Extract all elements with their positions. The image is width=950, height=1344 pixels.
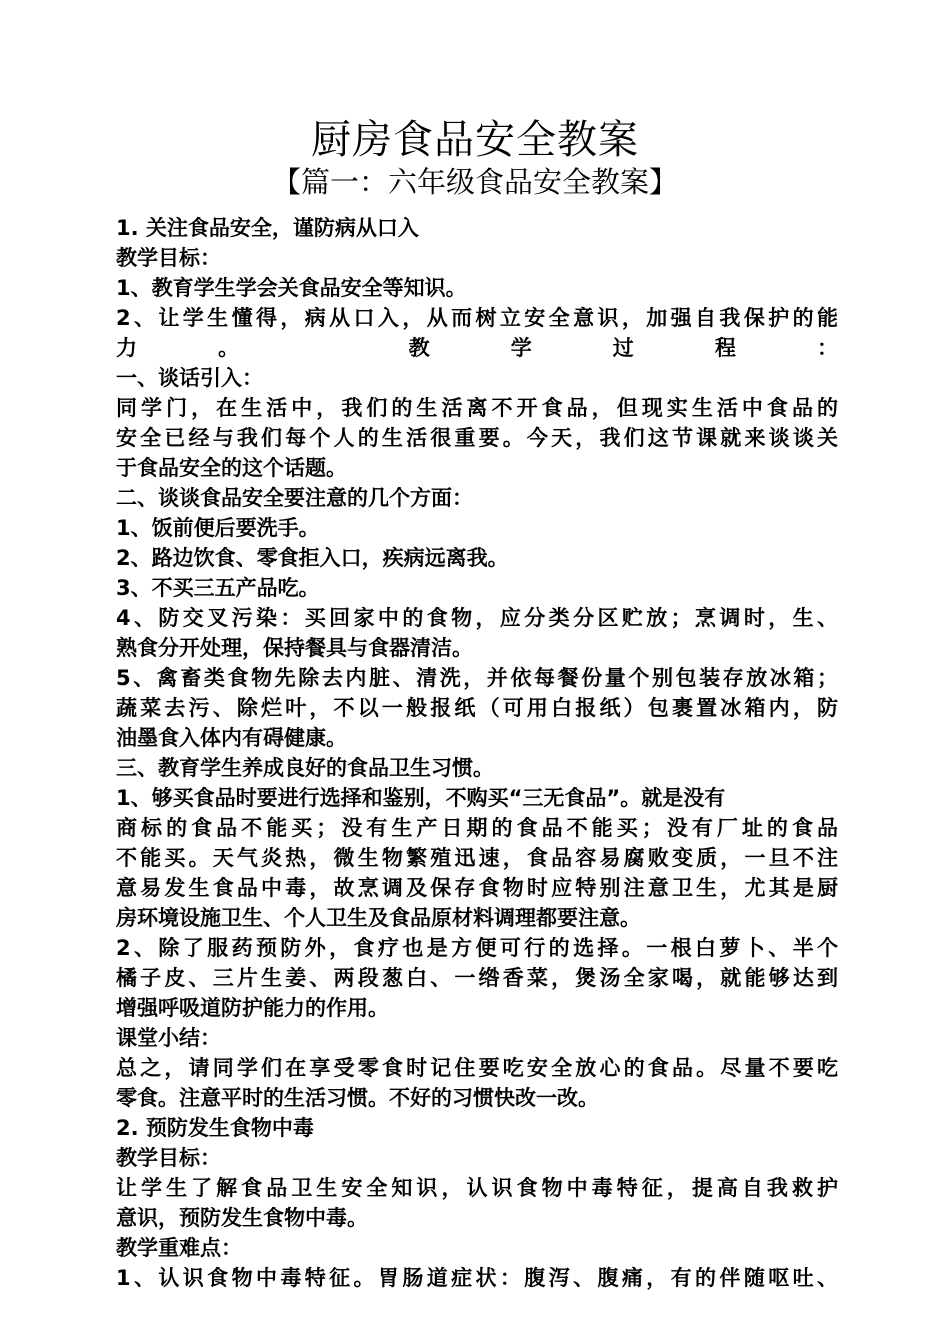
text-line: 油墨食入体内有碍健康。 <box>116 726 347 750</box>
text-line: 蔬菜去污、除烂叶，不以一般报纸（可用白报纸）包裹置冰箱内，防 <box>116 696 838 720</box>
text-line: 房环境设施卫生、个人卫生及食品原材料调理都要注意。 <box>116 906 641 930</box>
text-line: 教学目标： <box>116 1146 221 1170</box>
text-line: 力。 教学过程： <box>116 336 838 360</box>
text-line: 1. 关注食品安全，谨防病从口入 <box>116 216 419 240</box>
text-line: 2、除了服药预防外，食疗也是方便可行的选择。一根白萝卜、半个 <box>116 936 838 960</box>
text-line: 三、教育学生养成良好的食品卫生习惯。 <box>116 756 494 780</box>
text-line: 1、教育学生学会关食品安全等知识。 <box>116 276 467 300</box>
text-line: 意识，预防发生食物中毒。 <box>116 1206 368 1230</box>
text-line: 于食品安全的这个话题。 <box>116 456 347 480</box>
document-body <box>116 213 838 1293</box>
text-line: 1、够买食品时要进行选择和鉴别，不购买“三无食品”。就是没有 <box>116 786 726 810</box>
text-line: 增强呼吸道防护能力的作用。 <box>116 996 389 1020</box>
text-line: 1、饭前便后要洗手。 <box>116 516 320 540</box>
text-line: 零食。注意平时的生活习惯。不好的习惯快改一改。 <box>116 1086 599 1110</box>
text-line: 熟食分开处理，保持餐具与食器清洁。 <box>116 636 473 660</box>
text-line: 让学生了解食品卫生安全知识，认识食物中毒特征，提高自我救护 <box>116 1176 838 1200</box>
text-line: 4、防交叉污染：买回家中的食物，应分类分区贮放；烹调时，生、 <box>116 606 838 630</box>
text-line: 5、禽畜类食物先除去内脏、清洗，并依每餐份量个别包装存放冰箱； <box>116 666 838 690</box>
text-line: 安全已经与我们每个人的生活很重要。今天，我们这节课就来谈谈关 <box>116 426 838 450</box>
text-line: 意易发生食品中毒，故烹调及保存食物时应特别注意卫生，尤其是厨 <box>116 876 838 900</box>
text-line: 商标的食品不能买；没有生产日期的食品不能买；没有厂址的食品 <box>116 816 838 840</box>
text-line: 3、不买三五产品吃。 <box>116 576 320 600</box>
document-title: 厨房食品安全教案 <box>311 117 639 163</box>
text-line: 课堂小结： <box>116 1026 221 1050</box>
text-line: 2、让学生懂得，病从口入，从而树立安全意识，加强自我保护的能 <box>116 306 838 330</box>
text-line: 二、谈谈食品安全要注意的几个方面： <box>116 486 473 510</box>
text-line: 一、谈话引入： <box>116 366 263 390</box>
text-line: 不能买。天气炎热，微生物繁殖迅速，食品容易腐败变质，一旦不注 <box>116 846 838 870</box>
text-line: 教学重难点： <box>116 1236 242 1260</box>
text-line: 2、路边饮食、零食拒入口，疾病远离我。 <box>116 546 509 570</box>
text-line: 教学目标： <box>116 246 221 270</box>
text-line: 1、认识食物中毒特征。胃肠道症状：腹泻、腹痛，有的伴随呕吐、 <box>116 1266 838 1290</box>
document-subtitle: 【篇一：六年级食品安全教案】 <box>271 165 678 199</box>
text-line: 总之，请同学们在享受零食时记住要吃安全放心的食品。尽量不要吃 <box>116 1056 838 1080</box>
text-line: 2. 预防发生食物中毒 <box>116 1116 314 1140</box>
text-line: 橘子皮、三片生姜、两段葱白、一绺香菜，煲汤全家喝，就能够达到 <box>116 966 838 990</box>
text-line: 同学门，在生活中，我们的生活离不开食品，但现实生活中食品的 <box>116 396 838 420</box>
